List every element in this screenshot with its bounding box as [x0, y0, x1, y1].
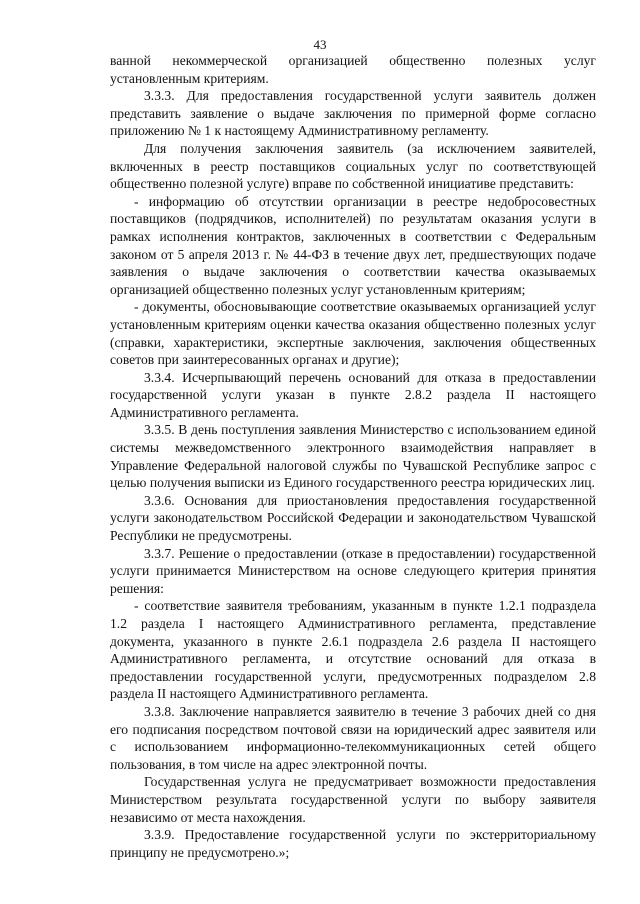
paragraph-3-3-3: 3.3.3. Для предоставления государственной услуги заявитель должен представить заявление о выдаче заключения по примерной форме согласно приложению № 1 к настоящему Административному регламенту.: [110, 88, 596, 139]
paragraph-result-location: Государственная услуга не предусматривает возможности предоставления Министерством результата государственной услуги по выбору заявителя независимо от места нахождения.: [110, 774, 596, 825]
paragraph-3-3-6: 3.3.6. Основания для приостановления предоставления государственной услуги законодательством Российской Федерации и законодательством Чувашской Республики не предусмотрены.: [110, 492, 596, 544]
paragraph-3-3-7: 3.3.7. Решение о предоставлении (отказе в предоставлении) государственной услуги принимается Министерством на основе следующего критерия принятия решения:: [110, 545, 596, 596]
list-item-supporting-documents: - документы, обосновывающие соответствие оказываемых организацией услуг установленным критериям оценки качества оказания общественно полезных услуг (справки, характеристики, экспертные заключения, заключения общественных советов при заинтересованных органах и другие);: [110, 299, 596, 368]
paragraph-3-3-9: 3.3.9. Предоставление государственной услуги по экстерриториальному принципу не предусмотрено.»;: [110, 827, 596, 860]
paragraph-3-3-5: 3.3.5. В день поступления заявления Министерство с использованием единой системы межведомственного электронного взаимодействия направляет в Управление Федеральной налоговой службы по Чувашской Республике запрос с целью получения выписки из Единого государственного реестра юридических лиц.: [110, 422, 596, 491]
paragraph-3-3-8: 3.3.8. Заключение направляется заявителю в течение 3 рабочих дней со дня его подписания посредством почтовой связи на юридический адрес заявителя или с использованием информационно-телекоммуникационных сетей общего пользования, в том числе на адрес электронной почты.: [110, 703, 596, 772]
paragraph-continuation: ванной некоммерческой организацией общественно полезных услуг установленным критериям.: [110, 53, 596, 86]
list-item-decision-criterion: - соответствие заявителя требованиям, указанным в пункте 1.2.1 подраздела 1.2 раздела I настоящего Административного регламента, представление документа, указанного в пункте 2.6.1 подраздела 2.6 раздела II настоящего Административного регламента, и отсутствие оснований для отказа в предоставлении государственной услуги, предусмотренных подразделом 2.8 раздела II настоящего Административного регламента.: [110, 598, 596, 702]
page-number: 43: [313, 37, 327, 52]
paragraph-optional-documents-intro: Для получения заключения заявитель (за исключением заявителей, включенных в реестр поставщиков социальных услуг по соответствующей общественно полезной услуге) вправе по собственной инициативе представить:: [110, 140, 596, 192]
document-body: [110, 52, 596, 861]
list-item-registry-information: - информацию об отсутствии организации в реестре недобросовестных поставщиков (подрядчиков, исполнителей) по результатам оказания услуги в рамках исполнения контрактов, заключенных в соответствии с Федеральным законом от 5 апреля 2013 г. № 44-ФЗ в течение двух лет, предшествующих подаче заявления о выдаче заключения о соответствии качества оказываемых организацией общественно полезных услуг установленным критериям;: [110, 193, 596, 297]
paragraph-3-3-4: 3.3.4. Исчерпывающий перечень оснований для отказа в предоставлении государственной услуги указан в пункте 2.8.2 раздела II настоящего Административного регламента.: [110, 369, 596, 420]
